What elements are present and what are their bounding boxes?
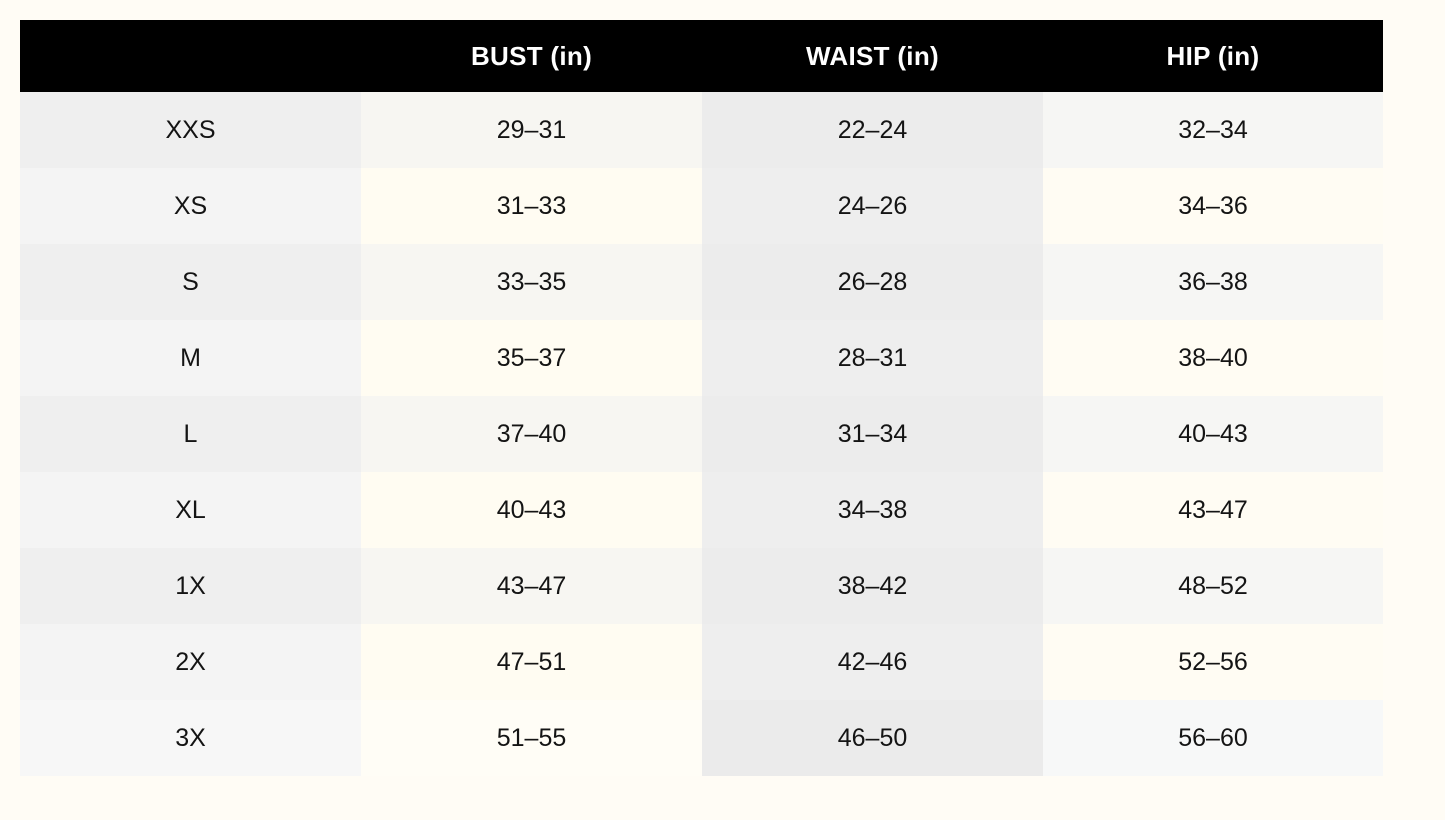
table-row: [20, 472, 1383, 548]
table-row: [20, 92, 1383, 168]
table-row: [20, 548, 1383, 624]
cell-hip: 34–36: [1043, 168, 1383, 244]
column-header-bust: BUST (in): [361, 20, 702, 92]
cell-hip: 52–56: [1043, 624, 1383, 700]
cell-waist: 46–50: [702, 700, 1043, 776]
cell-waist: 31–34: [702, 396, 1043, 472]
table-row: [20, 320, 1383, 396]
table-row: [20, 396, 1383, 472]
cell-waist: 28–31: [702, 320, 1043, 396]
cell-bust: 37–40: [361, 396, 702, 472]
table-row: [20, 168, 1383, 244]
cell-waist: 24–26: [702, 168, 1043, 244]
cell-waist: 26–28: [702, 244, 1043, 320]
table-header: [20, 20, 1383, 92]
size-chart-table: [20, 20, 1383, 776]
cell-bust: 47–51: [361, 624, 702, 700]
column-header-hip: HIP (in): [1043, 20, 1383, 92]
cell-size: XXS: [20, 92, 361, 168]
cell-hip: 32–34: [1043, 92, 1383, 168]
cell-hip: 36–38: [1043, 244, 1383, 320]
cell-bust: 29–31: [361, 92, 702, 168]
cell-size: M: [20, 320, 361, 396]
cell-size: XS: [20, 168, 361, 244]
column-header-waist: WAIST (in): [702, 20, 1043, 92]
cell-hip: 40–43: [1043, 396, 1383, 472]
cell-size: 2X: [20, 624, 361, 700]
cell-hip: 38–40: [1043, 320, 1383, 396]
cell-bust: 43–47: [361, 548, 702, 624]
cell-waist: 34–38: [702, 472, 1043, 548]
cell-hip: 43–47: [1043, 472, 1383, 548]
cell-bust: 40–43: [361, 472, 702, 548]
cell-waist: 22–24: [702, 92, 1043, 168]
cell-bust: 35–37: [361, 320, 702, 396]
table-body: [20, 92, 1383, 776]
cell-size: S: [20, 244, 361, 320]
cell-waist: 38–42: [702, 548, 1043, 624]
cell-bust: 51–55: [361, 700, 702, 776]
table-row: [20, 624, 1383, 700]
cell-size: L: [20, 396, 361, 472]
header-row: [20, 20, 1383, 92]
cell-size: 1X: [20, 548, 361, 624]
column-header-size: [20, 20, 361, 92]
cell-waist: 42–46: [702, 624, 1043, 700]
cell-bust: 31–33: [361, 168, 702, 244]
cell-hip: 48–52: [1043, 548, 1383, 624]
cell-size: XL: [20, 472, 361, 548]
cell-bust: 33–35: [361, 244, 702, 320]
cell-size: 3X: [20, 700, 361, 776]
table-row: [20, 700, 1383, 776]
table-row: [20, 244, 1383, 320]
cell-hip: 56–60: [1043, 700, 1383, 776]
